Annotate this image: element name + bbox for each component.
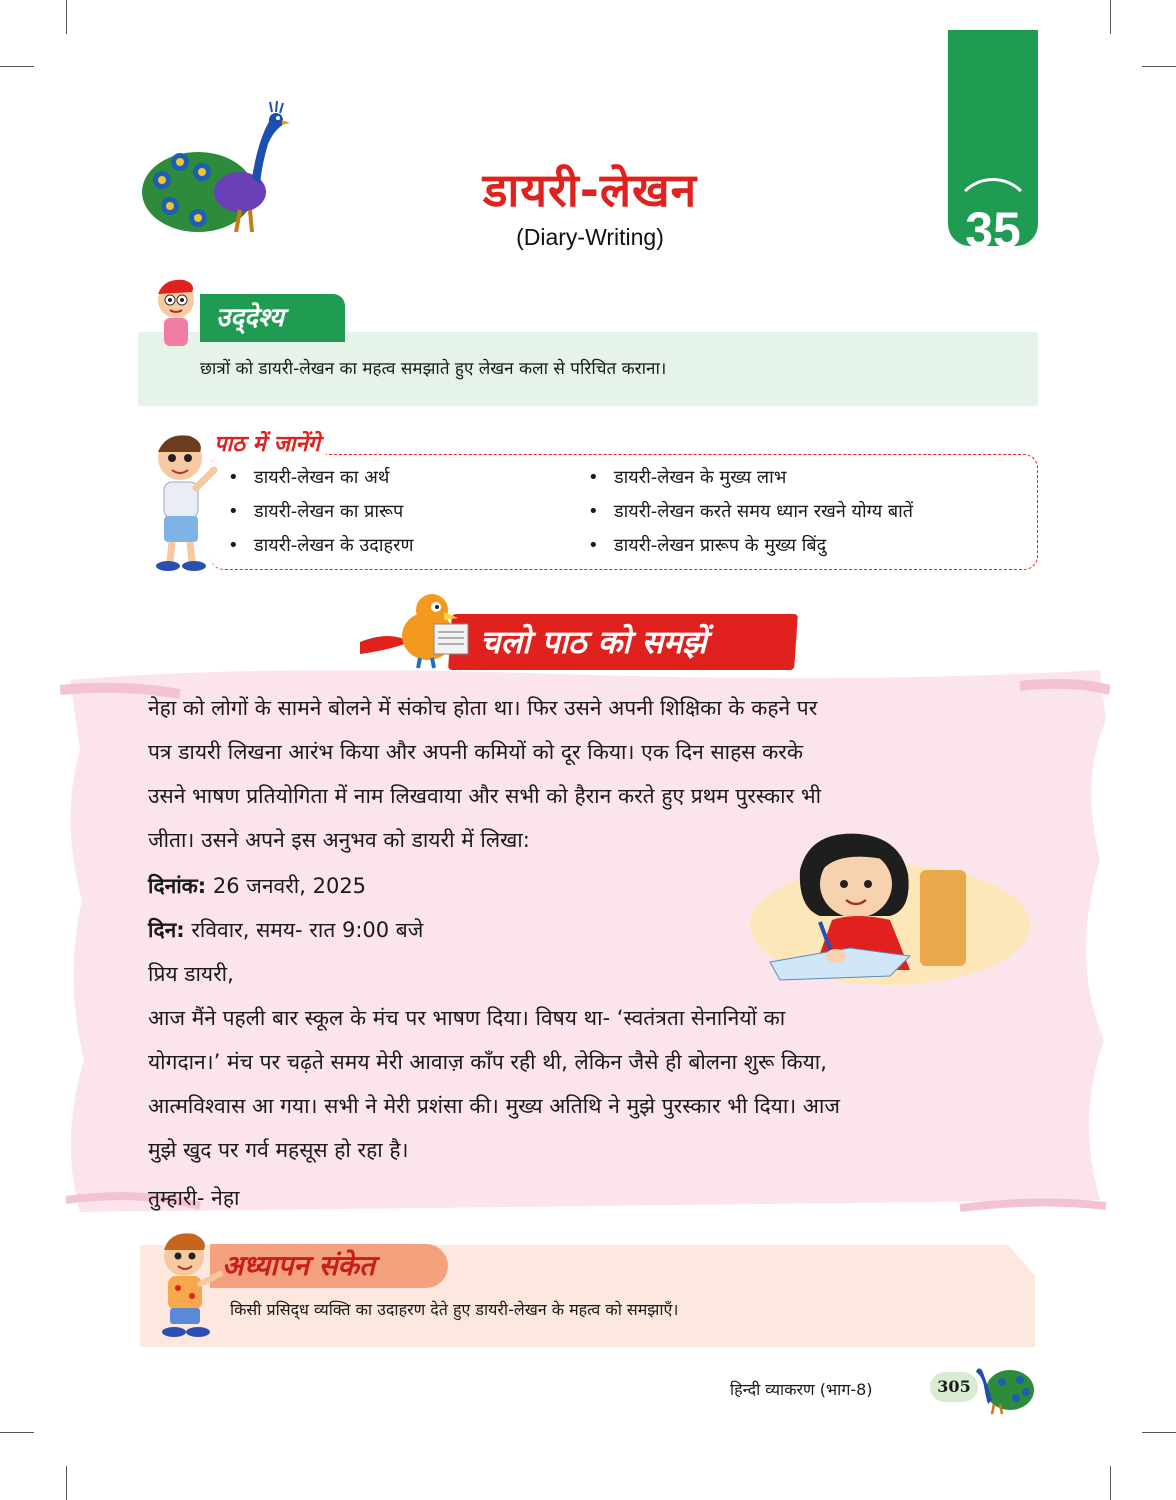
bird-reading-icon — [360, 590, 470, 670]
crop-mark — [1142, 66, 1176, 67]
boy-icon — [150, 430, 220, 572]
diary-line: आज मैंने पहली बार स्कूल के मंच पर भाषण दिया। विषय था- ‘स्वतंत्रता सेनानियों का — [148, 1006, 786, 1030]
diary-salutation: प्रिय डायरी, — [148, 962, 234, 986]
story-text — [148, 686, 1028, 1220]
diary-body — [148, 996, 1028, 1172]
diary-day — [148, 908, 1028, 952]
learn-item: • डायरी-लेखन का प्रारूप — [220, 495, 413, 529]
learn-item: • डायरी-लेखन का अर्थ — [220, 461, 413, 495]
page-number: 305 — [930, 1372, 978, 1402]
chapter-number: 35 — [965, 202, 1021, 246]
story-line: उसने भाषण प्रतियोगिता में नाम लिखवाया और सभी को हैरान करते हुए प्रथम पुरस्कार भी — [148, 784, 822, 808]
story-line: पत्र डायरी लिखना आरंभ किया और अपनी कमियों को दूर किया। एक दिन साहस करके — [148, 740, 803, 764]
learn-list-right — [580, 461, 913, 563]
crop-mark — [0, 66, 34, 67]
book-title: हिन्दी व्याकरण (भाग-8) — [730, 1380, 873, 1399]
teaching-hint-title: अध्यापन संकेत — [222, 1249, 375, 1282]
day-value: रविवार, समय- रात 9:00 बजे — [191, 918, 424, 942]
crop-mark — [1142, 1432, 1176, 1433]
story-line: जीता। उसने अपने इस अनुभव को डायरी में लिखा: — [148, 828, 530, 852]
chapter-title: डायरी-लेखन — [482, 163, 698, 217]
section-banner-text: चलो पाठ को समझें — [480, 623, 707, 661]
peacock-icon — [972, 1360, 1036, 1416]
crop-mark — [1110, 0, 1111, 34]
learn-item: • डायरी-लेखन के मुख्य लाभ — [580, 461, 913, 495]
story-line: नेहा को लोगों के सामने बोलने में संकोच होता था। फिर उसने अपनी शिक्षिका के कहने पर — [148, 696, 818, 720]
date-label: दिनांक: — [148, 874, 207, 898]
learn-item: • डायरी-लेखन करते समय ध्यान रखने योग्य बातें — [580, 495, 913, 529]
chapter-tab — [948, 30, 1038, 246]
objective-label: उद्‌देश्य — [200, 294, 345, 342]
date-value: 26 जनवरी, 2025 — [212, 874, 367, 898]
learn-list-left — [220, 461, 413, 563]
learn-item: • डायरी-लेखन प्रारूप के मुख्य बिंदु — [580, 529, 913, 563]
crop-mark — [0, 1432, 34, 1433]
diary-date — [148, 864, 1028, 908]
diary-line: मुझे खुद पर गर्व महसूस हो रहा है। — [148, 1138, 409, 1162]
day-label: दिन: — [148, 918, 185, 942]
crop-mark — [66, 1466, 67, 1500]
crop-mark — [66, 0, 67, 34]
story-intro — [148, 686, 1028, 862]
chapter-subtitle: (Diary-Writing) — [516, 224, 664, 250]
crop-mark — [1110, 1466, 1111, 1500]
objective-text: छात्रों को डायरी-लेखन का महत्व समझाते हुए लेखन कला से परिचित कराना। — [200, 359, 667, 379]
peacock-icon — [140, 100, 290, 240]
teaching-hint-text: किसी प्रसिद्‌ध व्यक्ति का उदाहरण देते हुए डायरी-लेखन के महत्व को समझाएँ। — [230, 1300, 679, 1319]
boy-icon — [152, 278, 204, 348]
diary-line: आत्मविश्वास आ गया। सभी ने मेरी प्रशंसा की। मुख्य अतिथि ने मुझे पुरस्कार भी दिया। आज — [148, 1094, 840, 1118]
learn-item: • डायरी-लेखन के उदाहरण — [220, 529, 413, 563]
diary-signoff: तुम्हारी- नेहा — [148, 1186, 240, 1210]
boy-icon — [150, 1230, 226, 1340]
learn-title: पाठ में जानेंगे — [214, 428, 326, 458]
diary-line: योगदान।’ मंच पर चढ़ते समय मेरी आवाज़ काँप रही थी, लेकिन जैसे ही बोलना शुरू किया, — [148, 1050, 827, 1074]
